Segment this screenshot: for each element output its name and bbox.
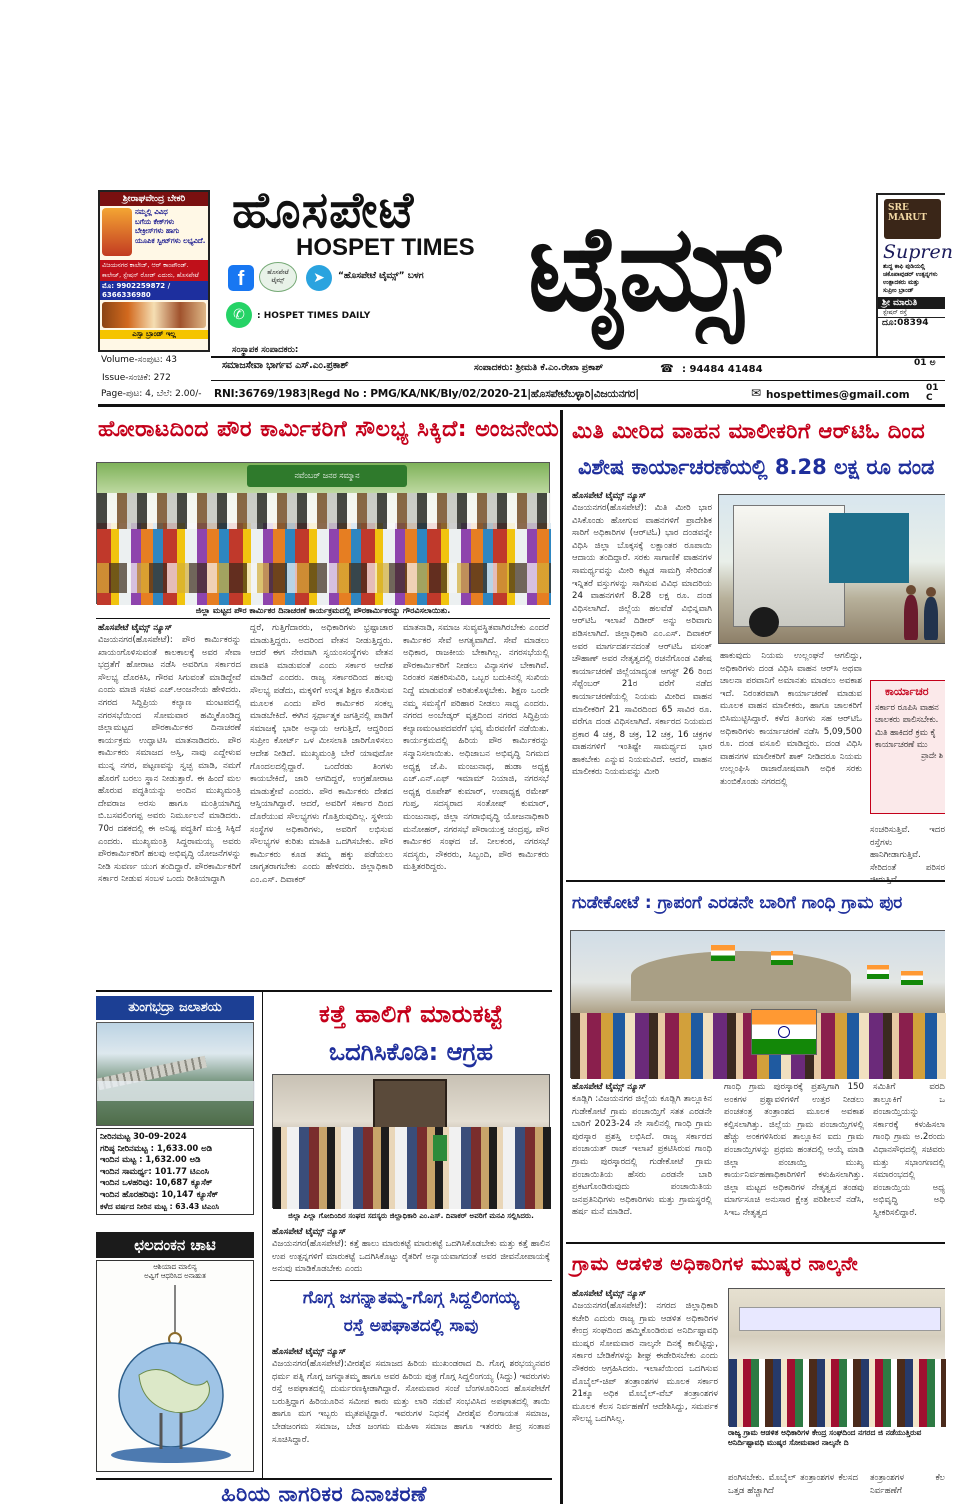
bakery-ad-address2: ಕಾಲೇಜ್, ಸ್ಟೇಷನ್ ರೋಡ್ ಎದುರು, ಹೊಸಪೇಟೆ (100, 271, 208, 281)
caption-felicitation: ಜಿಲ್ಲಾ ಮಟ್ಟದ ಪೌರ ಕಾರ್ಮಿಕರ ದಿನಾಚರಣೆ ಕಾರ್ಯಕ್ರಮದಲ್ಲಿ ಪೌರಕಾರ್ಮಿಕರನ್ನು ಗೌರವಿಸಲಾಯಿತು. (195, 606, 451, 615)
headline-donkey-milk-1: ಕತ್ತೆ ಹಾಲಿಗೆ ಮಾರುಕಟ್ಟೆ (319, 1000, 503, 1028)
facebook-icon[interactable]: f (228, 265, 254, 291)
masthead-divider-1 (211, 356, 945, 358)
body-rto-col2: ಹಾಕುವುದು ನಿಯಮ ಉಲ್ಲಂಘನೆ ಆಗಲಿದ್ದು, ಅಧಿಕಾರಿಗಳು ದಂಡ ವಿಧಿಸಿ ವಾಹನ ಆರ್‌ಸಿ ಅಥವಾ ಚಾಲನಾ ಪರವಾನಿಗೆ ಅಮಾನತು ಮಾಡಲು ಅವಕಾಶ ಇದೆ. ನಿರಂತರವಾಗಿ ಕಾರ್ಯಾಚರಣೆ ಮಾಡುವ ಮೂಲಕ ವಾಹನ ಮಾಲೀಕರು, ಹಾಗೂ ಚಾಲಕರಿಗೆ ಬಿಸಿಮುಟ್ಟಿಸಿದ್ದಾರೆ. ಕಳೆದ ತಿಂಗಳು ಸಹ ಆರ್‌ಟಿಓ ಅಧಿಕಾರಿಗಳು ಕಾರ್ಯಾಚರಣೆ ನಡೆಸಿ 5,09,500 ರೂ. ದಂಡ ವಸೂಲಿ ಮಾಡಿದ್ದರು. ದಂಡ ವಿಧಿಸಿ ವಾಹನಗಳ ಮಾಲೀಕರಿಗೆ ಶಾಕ್ ನೀಡಿದರೂ ನಿಯಮ ಉಲ್ಲಂಘಿಸಿ ರಾಜಾರೋಷವಾಗಿ ಅಧಿಕ ಸರಕು ತುಂಬಿಕೊಂಡು ನಗರದಲ್ಲಿ (720, 651, 862, 787)
green-shawl (433, 1135, 447, 1161)
dam-outflow: ಇಂದಿನ ಹೊರಹರಿವು: 10,147 ಕ್ಯೂಸೆಕ್ (100, 1188, 219, 1199)
issue-label: Issue-ಸಂಚಿಕೆ: 272 (102, 373, 171, 383)
cartoon-title-bar (96, 1232, 254, 1258)
dam-max-level: ಗರಿಷ್ಠ ನೀರಿನಮಟ್ಟ : 1,633.00 ಅಡಿ (100, 1142, 212, 1153)
officer-head-2 (926, 587, 936, 597)
headline-strike: ಗ್ರಾಮ ಆಡಳಿತ ಅಧಿಕಾರಿಗಳ ಮುಷ್ಕರ ನಾಲ್ಕನೇ (572, 1253, 859, 1275)
rto-sidebox-title: ಕಾರ್ಯಾಚರ (885, 685, 929, 698)
cartoon-caption1: ಆಶಿಯಾದ ಮಾಲಿನ್ಯ (153, 1263, 197, 1271)
rto-sidebox-text: ಸರ್ಕಾರ ರೂಪಿಸಿ ವಾಹನ ಚಾಲಕರು ಪಾಲಿಸಬೇಕು. ಮಿತಿ ಹಾಕಿದರೆ ಕ್ರಮ ಕೈ ಕಾರ್ಯಾಚರಣೆ ಮು (875, 702, 939, 750)
center-column-rule (560, 410, 563, 1504)
hill-rocks (631, 951, 851, 1001)
strike-banner (739, 1307, 941, 1331)
masthead-title-english: HOSPET TIMES (296, 234, 475, 261)
email-icon: ✉ (751, 386, 762, 400)
byline-donkey-milk: ಹೊಸಪೇಟೆ ಟೈಮ್ಸ್ ನ್ಯೂಸ್ (272, 1227, 347, 1237)
body-strike-col2: ಪಂಗಿಸಬೇಕು. ಮೊಬೈಲ್ ತಂತ್ರಾಂಶಗಳ ಕೆಲಸದ ಒತ್ತಡ ಹೆಚ್ಚಾಗಿದೆ (728, 1473, 858, 1496)
dam-water (97, 1081, 255, 1101)
whatsapp-icon[interactable]: ✆ (226, 302, 252, 328)
body-strike-col3: ತಂತ್ರಾಂಶಗಳ ಕೆಲ ನಿರ್ವಹಣೆಗೆ (870, 1473, 945, 1496)
coffee-ad (876, 193, 953, 358)
masthead-bottom-rule (98, 404, 945, 407)
registration-line: RNI:36769/1983|Regd No : PMG/KA/NK/Bly/02/2020-21|ಹೊಸಪೇಟೆಬಳ್ಳಾರಿ|ವಿಜಯನಗರ| (214, 388, 639, 400)
founder-label: ಸಂಸ್ಥಾಪಕ ಸಂಪಾದಕರು: (232, 345, 299, 355)
flag-1 (711, 945, 735, 961)
photo-memorandum (272, 1074, 550, 1208)
bakery-ad-phone: ಮೊ: 9902259872 / 6366336980 (100, 281, 208, 300)
masthead-big-title: ಟೈಮ್ಸ್ (528, 199, 777, 337)
headline-rto-line1: ಮಿತಿ ಮೀರಿದ ವಾಹನ ಮಾಲೀಕರಿಗೆ ಆರ್‌ಟಿಓ ದಿಂದ (572, 419, 926, 443)
body-gudekote-col2: ಗಾಂಧಿ ಗ್ರಾಮ ಪುರಸ್ಕಾರಕ್ಕೆ ಪ್ರಶಸ್ತಿಗಾಗಿ 150 ಅಂಕಗಳ ಪ್ರಶ್ನಾವಳಿಗಳಿಗೆ ಉತ್ತರ ನೀಡಲು ಪಂಚತಂತ್ರ ತಂತ್ರಾಂಶದ ಮೂಲಕ ಅವಕಾಶ ಕಲ್ಪಿಸಲಾಗಿತ್ತು. ಜಿಲ್ಲೆಯ ಗ್ರಾಮ ಪಂಚಾಯ್ತಿಗಳಲ್ಲಿ ಹೆಚ್ಚು ಅಂಕಗಳಿಸಿರುವ ತಾಲ್ಲೂಕಿನ ಐದು ಗ್ರಾಮ ಪಂಚಾಯ್ತಿಗಳನ್ನು ಪ್ರಥಮ ಹಂತದಲ್ಲಿ ಆಯ್ಕೆ ಮಾಡಿ ಜಿಲ್ಲಾ ಪಂಚಾಯ್ತಿ ಮುಖ್ಯ ಕಾರ್ಯನಿರ್ವಹಣಾಧಿಕಾರಿಗಳಿಗೆ ಕಳುಹಿಸಲಾಗಿತ್ತು. ಜಿಲ್ಲಾ ಮಟ್ಟದ ಅಧಿಕಾರಿಗಳ ನೇತೃತ್ವದ ತಂಡವು ಮಾರ್ಗಸೂಚಿ ಅನುಸಾರ ಕ್ಷೇತ್ರ ಪರಿಶೀಲನೆ ನಡೆಸಿ, ಸಿಇಒ ನೇತೃತ್ವದ (724, 1082, 864, 1218)
headline-senior-citizens: ಹಿರಿಯ ನಾಗರಿಕರ ದಿನಾಚರಣೆ (221, 1482, 427, 1506)
phone-number: : 94484 41484 (682, 364, 763, 375)
dam-last-year: ಕಳೆದ ವರ್ಷದ ನೀರಿನ ಮಟ್ಟ : 63.43 ಟಿಎಂಸಿ (100, 1201, 220, 1211)
coffee-line4: ಸುಪ್ರೀಂ ಬ್ರಾಂಡ್ (883, 287, 914, 294)
telegram-icon[interactable]: ➤ (306, 265, 332, 291)
coffee-brand1: SRE (888, 203, 909, 213)
photo-gandhi-award (570, 930, 945, 1078)
national-flag-held (751, 1009, 817, 1055)
strike-seated-crowd (729, 1359, 946, 1427)
founder-name: ಸಮಾಜಸೇವಾ ಭಾರ್ಗವ ಎಸ್.ಎಂ.ಪ್ರಕಾಶ್ (222, 360, 349, 371)
flag-3 (867, 965, 889, 979)
truck-wheel (749, 607, 779, 637)
byline-gudekote: ಹೊಸಪೇಟೆ ಟೈಮ್ಸ್ ನ್ಯೂಸ್ (572, 1082, 647, 1092)
bakery-ad-line3: ಬೇಕ್ರೀಸ್‌ಗಳು ಹಾಗು (135, 227, 180, 236)
body-gudekote-col1: ಕೂಡ್ಲಿಗಿ :ವಿಜಯನಗರ ಜಿಲ್ಲೆಯ ಕೂಡ್ಲಿಗಿ ತಾಲ್ಲೂಕಿನ ಗುಡೇಕೋಟೆ ಗ್ರಾಮ ಪಂಚಾಯ್ತಿಗೆ ಸತತ ಎರಡನೇ ಬಾರಿಗೆ 2023-24 ನೇ ಸಾಲಿನಲ್ಲಿ ಗಾಂಧಿ ಗ್ರಾಮ ಪುರಸ್ಕಾರ ಪ್ರಶಸ್ತಿ ಲಭಿಸಿದೆ. ರಾಜ್ಯ ಸರ್ಕಾರದ ಪಂಚಾಯತ್ ರಾಜ್ ಇಲಾಖೆ ಪ್ರಕಟಿಸಿರುವ ಗಾಂಧಿ ಗ್ರಾಮ ಪುರಸ್ಕಾರದಲ್ಲಿ ಗುಡೇಕೋಟೆ ಗ್ರಾಮ ಪಂಚಾಯಿತಿಯ ಹೆಸರು ಎರಡನೇ ಬಾರಿ ಪ್ರಕಟಗೊಂಡಿರುವುದು ಪಂಚಾಯಿತಿಯ ಜನಪ್ರತಿನಿಧಿಗಳು ಅಧಿಕಾರಿಗಳು ಮತ್ತು ಗ್ರಾಮಸ್ಥರಲ್ಲಿ ಹರ್ಷ ಮನೆ ಮಾಡಿದೆ. (572, 1094, 712, 1218)
headline-donkey-milk-2: ಒದಗಿಸಿಕೊಡಿ: ಆಗ್ರಹ (328, 1038, 494, 1066)
coffee-phone: ದೂ:08394 (878, 317, 945, 328)
body-donkey-milk: ವಿಜಯನಗರ(ಹೊಸಪೇಟೆ): ಕತ್ತೆ ಹಾಲು ಮಾರುಕಟ್ಟೆ ಮಾರುಕಟ್ಟೆ ಒದಗಿಸಿಕೊಡಬೇಕು ಮತ್ತು ಕತ್ತೆ ಹಾಲಿನ ಉಪ ಉತ್ಪನ್ನಗಳಿಗೆ ಮಾರುಕಟ್ಟೆ ಒದಗಿಸಿಕೊಟ್ಟು ರೈತರಿಗೆ ಅನ್ಯಾಯವಾಗದಂತೆ ಅವರ ಜೀವನೋಪಾಯಕ್ಕೆ ಅನುವು ಮಾಡಿಕೊಡಬೇಕು ಎಂದು (272, 1239, 550, 1275)
donkey-milk-divider (270, 1280, 552, 1281)
dam-date: ನೀರಿನಮಟ್ಟ 30-09-2024 (100, 1131, 187, 1141)
bakery-ad-title: ಶ್ರೀರಾಘವೇಂದ್ರ ಬೇಕರಿ (100, 192, 208, 206)
truck-tarp (829, 513, 909, 583)
body-rto-col1: ವಿಜಯನಗರ(ಹೊಸಪೇಟೆ): ಮಿತಿ ಮೀರಿ ಭಾರ ವಿಸಿಕೊಂಡು ಹೋಗುವ ವಾಹನಗಳಿಗೆ ಪ್ರಾದೇಶಿಕ ಸಾರಿಗೆ ಅಧಿಕಾರಿಗಳ (ಆರ್‌ಟಿಓ) ಭಾರ ದಂಡವನ್ನೇ ವಿಧಿಸಿ ಜಿಲ್ಲಾ ಬೊಕ್ಕಸಕ್ಕೆ ಲಕ್ಷಾಂತರ ರೂಪಾಯಿ ಆದಾಯ ತಂದಿದ್ದಾರೆ. ಸರಕು ಸಾಗಾಣಿಕೆ ವಾಹನಗಳ ಸಾಮರ್ಥ್ಯವನ್ನು ಮೀರಿ ಕಟ್ಟಡ ಸಾಮಗ್ರಿ ಸೇರಿದಂತೆ ಇನ್ನಿತರೆ ವಸ್ತುಗಳನ್ನು ಸಾಗಿಸುವ ವಿವಿಧ ಮಾದರಿಯ 24 ವಾಹನಗಳಿಗೆ 8.28 ಲಕ್ಷ ರೂ. ದಂಡ ವಿಧಿಸಲಾಗಿದೆ. ಜಿಲ್ಲೆಯ ಹಲವೆಡೆ ವಿಭಿನ್ನವಾಗಿ ಆರ್‌ಟಿಓ ಇಲಾಖೆ ದಿಡೀರ್ ಅನ್ನು ಅರಿವಾಗು ಪಡಿಸಲಾಗಿದೆ. ಜಿಲ್ಲಾಧಿಕಾರಿ ಎಂ.ಎಸ್. ದಿವಾಕರ್ ಅವರ ಮಾರ್ಗದರ್ಶನದಂತೆ ಆರ್‌ಟಿಓ ವಸಂತ್ ಚೌಹಾಣ್ ಅವರ ನೇತೃತ್ವದಲ್ಲಿ ರಚನೆಗೊಂಡ ವಿಶೇಷ ಕಾರ್ಯಾಚರಣೆ ಜಿಲ್ಲೆಯಾದ್ಯಂತ ಆಗಸ್ಟ್ 26 ರಿಂದ ಸೆಪ್ಟೆಂಬರ್ 21ರ ವರೆಗೆ ನಡೆದ ಕಾರ್ಯಾಚರಣೆಯಲ್ಲಿ ನಿಯಮ ಮೀರಿದ ವಾಹನ ಮಾಲೀಕರಿಗೆ 21 ಸಾವಿರದಿಂದ 65 ಸಾವಿರ ರೂ. ವರೆಗೂ ದಂಡ ವಿಧಿಸಲಾಗಿದೆ. ಸರ್ಕಾರದ ನಿಯಮದ ಪ್ರಕಾರ 4 ಚಕ್ರ, 8 ಚಕ್ರ, 12 ಚಕ್ರ, 16 ಚಕ್ರಗಳ ವಾಹನಗಳಿಗೆ ಇಂತಿಷ್ಟೇ ಸಾಮರ್ಥ್ಯದ ಭಾರ ಹಾಕಬೇಕು ಎನ್ನುವ ನಿಯಮವಿದೆ. ಆದರೆ, ವಾಹನ ಮಾಲೀಕರು ನಿಯಮವನ್ನು ಮೀರಿ (572, 503, 712, 778)
coffee-line1: ಶುದ್ಧ ಕಾಫಿ ಪುಡಿಯಲ್ಲಿ (883, 263, 926, 270)
headline-pourakarmika: ಹೋರಾಟದಿಂದ ಪೌರ ಕಾರ್ಮಿಕರಿಗೆ ಸೌಲಭ್ಯ ಸಿಕ್ಕಿದೆ: ಅಂಜನೇಯ (98, 417, 560, 442)
cartoon-title: ಛಲದಂಕನ ಚಾಟಿ (134, 1236, 216, 1254)
left-section-rule (96, 990, 552, 992)
cartoon-panel (96, 1260, 254, 1472)
bakery-ad-footer: ಎಸ್ಸಾ ಬ್ರಾಂಡ್ ಇಲ್ಲ (100, 330, 208, 339)
dam-today-level: ಇಂದಿನ ಮಟ್ಟ : 1,632.00 ಅಡಿ (100, 1154, 201, 1165)
masthead-title-kannada: ಹೊಸಪೇಟೆ (232, 181, 415, 239)
bakery-products-image (102, 302, 206, 328)
cartoon-drawing (97, 1285, 253, 1465)
divider-felicitation (96, 618, 550, 619)
byline-rto: ಹೊಸಪೇಟೆ ಟೈಮ್ಸ್ ನ್ಯೂಸ್ (572, 491, 647, 501)
rto-divider (566, 880, 945, 882)
editor-name: ಸಂಪಾದಕರು: ಶ್ರೀಮತಿ ಕೆ.ಎಂ.ರೇಖಾ ಪ್ರಕಾಶ್ (474, 363, 604, 373)
bakery-ad-line1: ನಮ್ಮಲ್ಲಿ ವಿವಿಧ (135, 208, 168, 216)
coffee-brand2: MARUT (888, 213, 927, 223)
dam-capacity: ಇಂದಿನ ಸಾಮರ್ಥ್ಯ: 101.77 ಟಿಎಂಸಿ (100, 1165, 209, 1176)
body-strike-col1: ವಿಜಯನಗರ(ಹೊಸಪೇಟೆ): ನಗರದ ಜಿಲ್ಲಾಧಿಕಾರಿ ಕಚೇರಿ ಎದುರು ರಾಜ್ಯ ಗ್ರಾಮ ಆಡಳಿತ ಅಧಿಕಾರಿಗಳ ಕೇಂದ್ರ ಸಂಘದಿಂದ ಹಮ್ಮಿಕೊಂಡಿರುವ ಅನಿರ್ದಿಷ್ಟಾವಧಿ ಮುಷ್ಕರ ಸೋಮವಾರ ನಾಲ್ಕನೇ ದಿನಕ್ಕೆ ಕಾಲಿಟ್ಟಿದ್ದು, ಸರ್ಕಾರ ಬೇಡಿಕೆಗಳನ್ನು ಶೀಘ್ರ ಈಡೇರಿಸಬೇಕು ಎಂದು ನೌಕರರು ಆಗ್ರಹಿಸಿದರು. ಇಲಾಖೆಯಿಂದ ಒದಗಿಸುವ ಮೊಬೈಲ್-ಚಿಪ್ ತಂತ್ರಾಂಶಗಳ ಮೂಲಕ ಸರ್ಕಾರ 21ಕ್ಕೂ ಅಧಿಕ ಮೊಬೈಲ್-ವೆಬ್ ತಂತ್ರಾಂಶಗಳ ಮೂಲಕ ಕೆಲಸ ನಿರ್ವಹಣೆಗೆ ಆದೇಶಿಸಿದ್ದು, ಸಮರ್ಪಕ ಸೌಲಭ್ಯ ಒದಗಿಸಿಲ್ಲ. (572, 1301, 718, 1425)
bakery-ad-line2: ಬಗೆಯ ಕೇಕ್‌ಗಳು (135, 217, 175, 226)
coffee-line3: ಉತ್ಪಾದಕರು ಮತ್ತು (883, 279, 920, 286)
officer-figure (904, 595, 918, 640)
volume-label: Volume-ಸಂಪುಟ: 43 (101, 355, 178, 365)
coffee-shop: ಶ್ರೀ ಮಾರುತಿ (878, 297, 945, 309)
flag-2 (771, 951, 793, 965)
stage-banner (247, 465, 407, 487)
dam-inflow: ಇಂದಿನ ಒಳಹರಿವು: 10,687 ಕ್ಯೂಸೆಕ್ (100, 1177, 213, 1188)
body-pourakarmika-col3: ಮಾತನಾಡಿ, ಸಮಾಜ ಸುವ್ಯವಸ್ಥಿತವಾಗಿರಬೇಕು ಎಂದರೆ ಕಾರ್ಮಿಕರ ಸೇವೆ ಅಗತ್ಯವಾಗಿದೆ. ಸೇವೆ ಮಾಡಲು ಅಧಿಕಾರ, ರಾಜಕೀಯ ಬೇಕಾಗಿಲ್ಲ. ನಗರಸಭೆಯಲ್ಲಿ ಪೌರಕಾರ್ಮಿಕರಿಗೆ ನೀಡಲು ವಿನ್ಯಾಸಗಳ ಬೇಕಾಗಿವೆ. ನಿರಂತರ ಸಹಕರಿಸುವಿರಿ, ಒಬ್ಬರ ಬದುಕಿನಲ್ಲಿ ಸುಖಿಯ ನಿದ್ದೆ ಮಾಡುವಂತೆ ಅರಿತುಕೊಳ್ಳಬೇಕು. ಶಿಕ್ಷಣ ಒಂದೇ ನಮ್ಮ ಸಮಸ್ಯೆಗೆ ಪರಿಹಾರ ನೀಡಲು ಸಾಧ್ಯ ಎಂದರು. ನಗರದ ಅಂಬೇಡ್ಕರ್ ವೃತ್ತದಿಂದ ನಗರದ ಸಿದ್ಧಿಪ್ರಿಯ ಕಲ್ಯಾಣಮಂಟಪದವರೆಗೆ ಭವ್ಯ ಮೆರವಣಿಗೆ ನಡೆಯಿತು. ಕಾರ್ಯಕ್ರಮದಲ್ಲಿ ಹಿರಿಯ ಪೌರ ಕಾರ್ಮಿಕರನ್ನು ಸನ್ಮಾನಿಸಲಾಯಿತು. ಅಧಿಜಾಬನ ಅಭಿವೃದ್ಧಿ ನಿಗಮದ ಅಧ್ಯಕ್ಷ ಜೆ.ಪಿ. ಮಂಜುನಾಥ, ಹುಡಾ ಅಧ್ಯಕ್ಷ ಎಚ್.ಎನ್.ಎಫ್ ಇಮಾಮ್ ನಿಯಾಜಿ, ನಗರಸಭೆ ಅಧ್ಯಕ್ಷ ರೂಪೇಶ್ ಕುಮಾರ್, ಉಪಾಧ್ಯಕ್ಷ ರಮೇಶ್ ಗುಪ್ತ, ಸದಸ್ಯರಾದ ಸಂತೋಷ್ ಕುಮಾರ್, ಮಂಜುನಾಥ, ಜಿಲ್ಲಾ ನಗರಾಭಿವೃದ್ಧಿ ಯೋಜನಾಧಿಕಾರಿ ಮನೋಹರ್, ನಗರಸಭೆ ಪೌರಾಯುಕ್ತ ಚಂದ್ರಪ್ಪ, ಪೌರ ಕಾರ್ಮಿಕರ ಸಂಘದ ಜೆ. ನೀಲಕಂಠ, ನಗರಸಭೆ ಸದಸ್ಯರು, ನೌಕರರು, ಸಿಬ್ಬಂದಿ, ಪೌರ ಕಾರ್ಮಿಕರು ಮತ್ತಿತರರಿದ್ದರು. (403, 623, 549, 873)
dam-title-bar (96, 996, 254, 1020)
whatsapp-label: : HOSPET TIMES DAILY (257, 311, 371, 321)
dam-title: ತುಂಗಭದ್ರಾ ಜಲಾಶಯ (128, 1000, 222, 1015)
coffee-logo (884, 199, 941, 239)
masthead-divider-2 (211, 380, 945, 381)
social-badge (259, 262, 297, 292)
memo-crowd (273, 1127, 551, 1209)
bakery-ad (98, 190, 210, 352)
coffee-tagline: Supren (883, 241, 953, 263)
headline-accident-2: ರಸ್ತೆ ಅಪಘಾತದಲ್ಲಿ ಸಾವು (343, 1316, 479, 1336)
bakery-ad-address1: ವಿಜಯನಗರ ಕಾಲೇಜ್, ಆರ್ ಕಾಂಪೌಂಡ್. (100, 260, 208, 271)
byline-accident: ಹೊಸಪೇಟೆ ಟೈಮ್ಸ್ ನ್ಯೂಸ್ (272, 1347, 347, 1357)
body-pourakarmika-col2: ದ್ದರೆ, ಗುತ್ತಿಗೆದಾರರು, ಅಧಿಕಾರಿಗಳು ಭ್ರಷ್ಟಾಚಾರ ಮಾಡುತ್ತಿದ್ದರು. ಅದರಿಂದ ವೇತನ ನೀಡುತ್ತಿದ್ದರು. ಆದರೆ ಈಗ ನೇರವಾಗಿ ಸ್ವಯಂಸಂಸ್ಥೆಗಳು ವೇತನ ಪಾವತಿ ಮಾಡುವಂತೆ ಎಂದು ಸರ್ಕಾರ ಆದೇಶ ಮಾಡಿದೆ ಎಂದರು. ರಾಜ್ಯ ಸರ್ಕಾರದಿಂದ ಹಲವು ಸೌಲಭ್ಯ ಪಡೆದು, ಮಕ್ಕಳಿಗೆ ಉನ್ನತ ಶಿಕ್ಷಣ ಕೊಡಿಸುವ ಮೂಲಕ ಎಂದು ಪೌರ ಕಾರ್ಮಿಕರ ಸಂಕಲ್ಪ ಮಾಡಬೇಕಿದೆ. ಈಗಿನ ಸ್ಪರ್ಧಾತ್ಮಕ ಜಗತ್ತಿನಲ್ಲಿ ಪಾಡಿಗೆ ಸಮಾಜಕ್ಕೆ ಭಾರೀ ಅನ್ಯಾಯ ಆಗುತ್ತಿದೆ, ಆದ್ದರಿಂದ ಸುಪ್ರೀಂ ಕೋರ್ಟ್ ಒಳ ಮೀಸಲಾತಿ ಜಾರಿಗೊಳಿಸಲು ಆದೇಶ ನೀಡಿದೆ. ಮುಖ್ಯಮಂತ್ರಿ ಬೇರೆ ಯಾವುದೋ ಗೊಂದಲದಲ್ಲಿದ್ದಾರೆ. ಒಂದೆರಡು ತಿಂಗಳು ಕಾಯಬೇಕಿದೆ, ಜಾರಿ ಆಗದಿದ್ದರೆ, ಉಗ್ರಹೋರಾಟ ಮಾಡುತ್ತೇವೆ ಎಂದರು. ಪೌರ ಕಾರ್ಮಿಕರು ದೇಶದ ಆಸ್ತಿಯಾಗಿದ್ದಾರೆ. ಆದರೆ, ಅವರಿಗೆ ಸರ್ಕಾರ ದಿಂದ ದೊರೆಯುವ ಸೌಲಭ್ಯಗಳು ಗೊತ್ತಿರುವುದಿಲ್ಲ. ಸ್ಥಳೀಯ ಸಂಸ್ಥೆಗಳ ಅಧಿಕಾರಿಗಳು, ಅವರಿಗೆ ಲಭಿಸುವ ಸೌಲಭ್ಯಗಳ ಕುರಿತು ಮಾಹಿತಿ ಒದಗಿಸಬೇಕು. ಪೌರ ಕಾರ್ಮಿಕರು ಕೂಡ ತಮ್ಮ ಹಕ್ಕು ಪಡೆಯಲು ಜಾಗೃತರಾಗಬೇಕು ಎಂದು ಹೇಳಿದರು. ಜಿಲ್ಲಾಧಿಕಾರಿ ಎಂ.ಎಸ್. ದಿವಾಕರ್ (250, 623, 393, 885)
caption-memorandum: ಜಿಲ್ಲಾ ಪಿಲ್ಲಾ ಗೋದಿಂದಿರ ಸಂಘದ ಸದಸ್ಯರು ಜಿಲ್ಲಾಧಿಕಾರಿ ಎಂ.ಎಸ್. ದಿವಾಕರ್ ಅವರಿಗೆ ಮನವಿ ಸಲ್ಲಿಸಿದರು. (288, 1211, 534, 1220)
photo-dam (96, 1022, 254, 1126)
body-gudekote-col3: ಸಮಿತಿಗೆ ವರದಿ ತಾಲ್ಲೂಕಿಗೆ ಒ ಪಂಚಾಯ್ತಿಯನ್ನು ಸರ್ಕಾರಕ್ಕೆ ಕಳುಹಿಸಲಾ ಗಾಂಧಿ ಗ್ರಾಮ ಅ.2ರಂದು ವಿಧಾನಸೌಧದಲ್ಲಿ ಸಚಿವರು ಮತ್ತು ಸಭಾಂಗಣದಲ್ಲಿ ಸಮಾರಂಭದಲ್ಲಿ ಪಂಚಾಯ್ತಿಯ ಅಧ್ಯ ಅಭಿವೃದ್ಧಿ ಅಧಿ ಸ್ವೀಕರಿಸಲಿದ್ದಾರೆ. (873, 1082, 945, 1218)
social-badge-label: ಹೊಸಪೇಟೆ ಟೈಮ್ಸ್ (267, 269, 289, 284)
caption-strike: ರಾಜ್ಯ ಗ್ರಾಮ ಆಡಳಿತ ಅಧಿಕಾರಿಗಳ ಕೇಂದ್ರ ಸಂಘದಿಂದ ನಗರದ ಜಿ ನಡೆಯುತ್ತಿರುವ ಅನಿರ್ದಿಷ್ಟಾವಧಿ ಮುಷ್ಕರ ಸೋಮವಾರ ನಾಲ್ಕನೇ ದಿ (728, 1428, 922, 1447)
byline-strike: ಹೊಸಪೇಟೆ ಟೈಮ್ಸ್ ನ್ಯೂಸ್ (572, 1289, 647, 1299)
body-rto-col3: ಸಂಚರಿಸುತ್ತಿವೆ. ಇದರ ರಸ್ತೆಗಳು ಹಾನಿಗೀಡಾಗುತ್ತಿವೆ. ಸೇರಿದಂತೆ ಪರಿಸರ (870, 825, 945, 873)
byline-pourakarmika: ಹೊಸಪೇಟೆ ಟೈಮ್ಸ್ ನ್ಯೂಸ್ (98, 623, 173, 633)
photo-felicitation (96, 462, 550, 604)
date-right-2: 01 C (926, 383, 939, 403)
headline-accident-1: ಗೊಗ್ಗ ಜಗನ್ನಾತಮ್ಮ-ಗೊಗ್ಗ ಸಿದ್ದಲಿಂಗಯ್ಯ (302, 1288, 520, 1308)
stage-banner-text: ನವೆಂಬರ್ ಜನರ ಸಮ್ಮಾನ (294, 471, 360, 480)
headline-gudekote: ಗುಡೇಕೋಟೆ : ಗ್ರಾಪಂಗೆ ಎರಡನೇ ಬಾರಿಗೆ ಗಾಂಧಿ ಗ್ರಾಮ ಪುರ (572, 893, 903, 913)
officer-figure-2 (924, 597, 938, 640)
coffee-address: ಸ್ಟೇಷನ್ ರಸ್ತೆ (883, 309, 907, 316)
body-accident: ವಿಜಯನಗರ(ಹೊಸಪೇಟೆ):ವೀರಶೈವ ಸಮಾಜದ ಹಿರಿಯ ಮುಖಂಡರಾದ ದಿ. ಗೊಗ್ಗ ಶರಭಯ್ಯನವರ ಧರ್ಮ ಪತ್ನಿ ಗೊಗ್ಗ ಜಗನ್ನಾತಮ್ಮ ಹಾಗೂ ಅವರ ಹಿರಿಯ ಪುತ್ರ ಗೊಗ್ಗ ಸಿದ್ದಲಿಂಗಯ್ಯ (ಸಿದ್ದು) ಇವರುಗಳು ರಸ್ತೆ ಅಪಘಾತದಲ್ಲಿ ದುರ್ಮರಣಕ್ಕೀಡಾಗಿದ್ದಾರೆ. ಸೋಮವಾರ ಸಂಜೆ ಬೆಂಗಳೂರಿನಿಂದ ಹೊಸಪೇಟೆಗೆ ಬರುತ್ತಿದ್ದಾಗ ಹಿರಿಯೂರಿನ ಸಮೀಪ ಕಾರು ಮತ್ತು ಲಾರಿ ನಡುವೆ ಸಂಭವಿಸಿದ ಅಪಘಾತದಲ್ಲಿ ತಾಯಿ ಹಾಗೂ ಮಗ ಇಬ್ಬರು ಮೃತಪಟ್ಟಿದ್ದಾರೆ. ಇವರುಗಳ ನಿಧನಕ್ಕೆ ವೀರಶೈವ ಲಿಂಗಾಯತ ಸಮಾಜ, ಬೇಡಜಂಗಮ ಸಮಾಜ, ಬೇಡ ಜಂಗಮ ಮಹಿಳಾ ಸಮಾಜ ಹಾಗೂ ಇತರರು ತೀವ್ರ ಸಂತಾಪ ಸೂಚಿಸಿದ್ದಾರೆ. (272, 1359, 550, 1445)
coffee-line2: ಚಕೊಪಾವುಡರ್ ಉತ್ಪನ್ನಗಳು (883, 271, 938, 278)
phone-icon: ☎ (660, 362, 674, 375)
photo-strike (728, 1288, 945, 1426)
gudekote-divider (566, 1242, 945, 1244)
officer-head (906, 585, 916, 595)
headline-rto-line2: ವಿಶೇಷ ಕಾರ್ಯಾಚರಣೆಯಲ್ಲಿ 8.28 ಲಕ್ಷ ರೂ ದಂಡ (578, 455, 935, 479)
rto-sidebox-sign: ಪ್ರಾದೇ ಶಿ (921, 750, 943, 760)
page-price-label: Page-ಪುಟ: 4, ಬೆಲೆ: 2.00/- (101, 389, 202, 399)
left-sidebar-rule (262, 992, 263, 1478)
social-handle: “ಹೊಸಪೇಟೆ ಟೈಮ್ಸ್” ಬಳಗ (338, 271, 424, 281)
cartoon-caption2: ಅವ್ವಿಗೆ ಆಧರಿಸಿದ ಅನಾಹುತ (144, 1272, 206, 1280)
bakery-ad-line4: ಯೂಪಿಕ ಸ್ವೀಟ್‌ಗಳು ಲಭ್ಯವಿದೆ. (135, 236, 206, 245)
body-pourakarmika-col1: ವಿಜಯನಗರ(ಹೊಸಪೇಟೆ): ಪೌರ ಕಾರ್ಮಿಕರನ್ನು ಖಾಯಂಗೊಳಿಸುವಂತೆ ಕಾಲಕಾಲಕ್ಕೆ ಅವರ ಸೇವಾ ಭದ್ರತೆಗೆ ಹೋರಾಟ ನಡೆಸಿ ಅವರಿಗೂ ಸರ್ಕಾರದ ಸೌಲಭ್ಯ ದೊರಕಿಸಿ, ಗೌರವ ಸಿಗುವಂತೆ ಮಾಡಿದ್ದೇವೆ ಎಂದು ಮಾಜಿ ಸಚಿವ ಎಚ್.ಆಂಜನೇಯ ಹೇಳಿದರು. ನಗರದ ಸಿದ್ದಿಪ್ರಿಯ ಕಲ್ಯಾಣ ಮಂಟಪದಲ್ಲಿ ನಗರಸಭೆಯಿಂದ ಸೋಮವಾರ ಹಮ್ಮಿಕೊಂಡಿದ್ದ ಜಿಲ್ಲಾಮಟ್ಟದ ಪೌರಕಾರ್ಮಿಕರ ದಿನಾಚರಣೆ ಕಾರ್ಯಕ್ರಮ ಉದ್ಘಾಟಿಸಿ ಮಾತನಾಡಿದರು. ಪೌರ ಕಾರ್ಮಿಕರು ಸಮಾಜದ ಅಸ್ತಿ, ನಾವು ಎದ್ದೇಳುವ ಮುನ್ನ ನಗರ, ಪಟ್ಟಣವನ್ನು ಸ್ವಚ್ಛ ಮಾಡಿ, ನಮಗೆ ಹೊರಗೆ ಬರಲು ಸ್ಥಾನ ನೀಡುತ್ತಾರೆ. ಈ ಹಿಂದೆ ಮಲ ಹೊರುವ ಪದ್ಧತಿಯನ್ನು ಅಂದಿನ ಮುಖ್ಯಮಂತ್ರಿ ದೇವರಾಜ ಅರಸು ಹಾಗೂ ಮಂತ್ರಿಯಾಗಿದ್ದ ಬಿ.ಬಸವಲಿಂಗಪ್ಪ ಅವರು ನಿರ್ಮೂಲನೆ ಮಾಡಿದರು. 70ರ ದಶಕದಲ್ಲಿ ಈ ಅನಿಷ್ಟ ಪದ್ಧತಿಗೆ ಮುಕ್ತಿ ಸಿಕ್ಕಿದೆ ಎಂದರು. ಮುಖ್ಯಮಂತ್ರಿ ಸಿದ್ದರಾಮಯ್ಯ ಅವರು ಪೌರಕಾರ್ಮಿಕರಿಗೆ ಹಲವು ಅಭಿವೃದ್ಧಿ ಯೋಜನೆಗಳನ್ನು ನೀಡಿ ಸುವರ್ಣ ಯುಗ ತಂದಿದ್ದಾರೆ. ಪೌರಕಾರ್ಮಿಕರಿಗೆ ಸರ್ಕಾರ ನೀಡುವ ಸಂಬಳ ಒಂದು ರೀತಿಯಾದ್ದಾಗಿ (98, 635, 241, 885)
flag-4 (901, 971, 923, 985)
dam-stats (96, 1128, 254, 1215)
deity-image (102, 208, 132, 256)
email-address: hospettimes@gmail.com (766, 389, 910, 401)
date-right: 01 ಅ (914, 358, 936, 368)
photo-rto-truck (718, 494, 945, 644)
rto-sidebox (870, 680, 945, 814)
